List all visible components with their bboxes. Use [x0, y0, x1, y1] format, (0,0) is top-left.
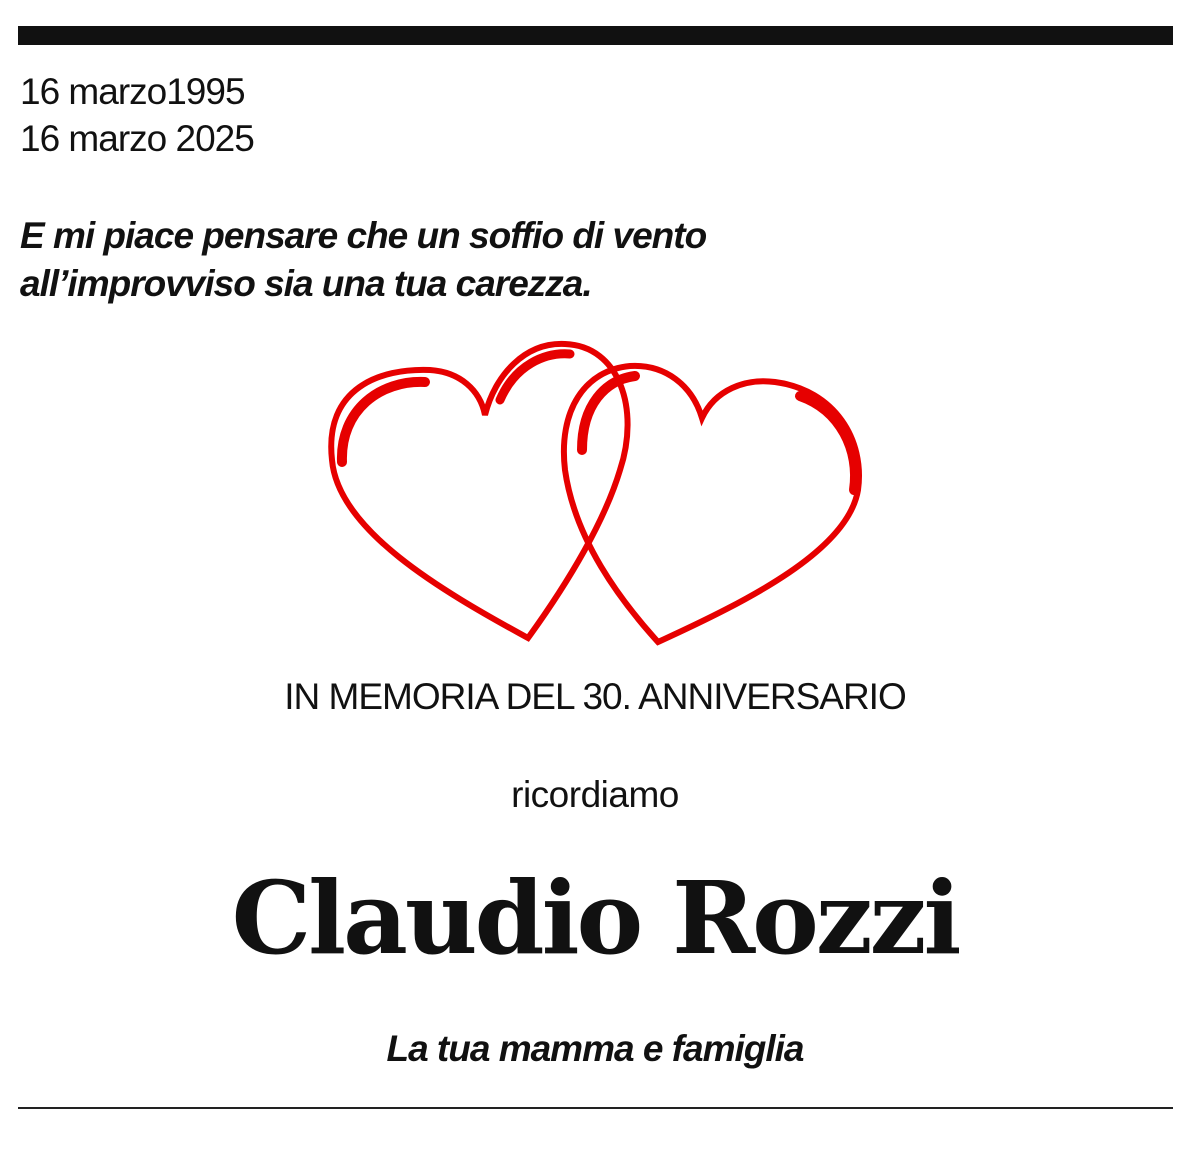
top-divider: [18, 26, 1173, 45]
dates-block: [20, 68, 254, 162]
intertwined-hearts-icon: [320, 330, 880, 660]
birth-date: 16 marzo1995: [20, 71, 245, 112]
signature: La tua mamma e famiglia: [386, 1028, 804, 1069]
memorial-heading: IN MEMORIA DEL 30. ANNIVERSARIO: [284, 676, 906, 717]
quote-line-1: E mi piace pensare che un soffio di vento: [20, 215, 707, 256]
bottom-divider: [18, 1107, 1173, 1109]
anniversary-date: 16 marzo 2025: [20, 118, 254, 159]
deceased-name: Claudio Rozzi: [231, 859, 959, 977]
quote-line-2: all’improvviso sia una tua carezza.: [20, 263, 592, 304]
memorial-quote: [20, 212, 706, 308]
intro-text: ricordiamo: [511, 774, 679, 815]
